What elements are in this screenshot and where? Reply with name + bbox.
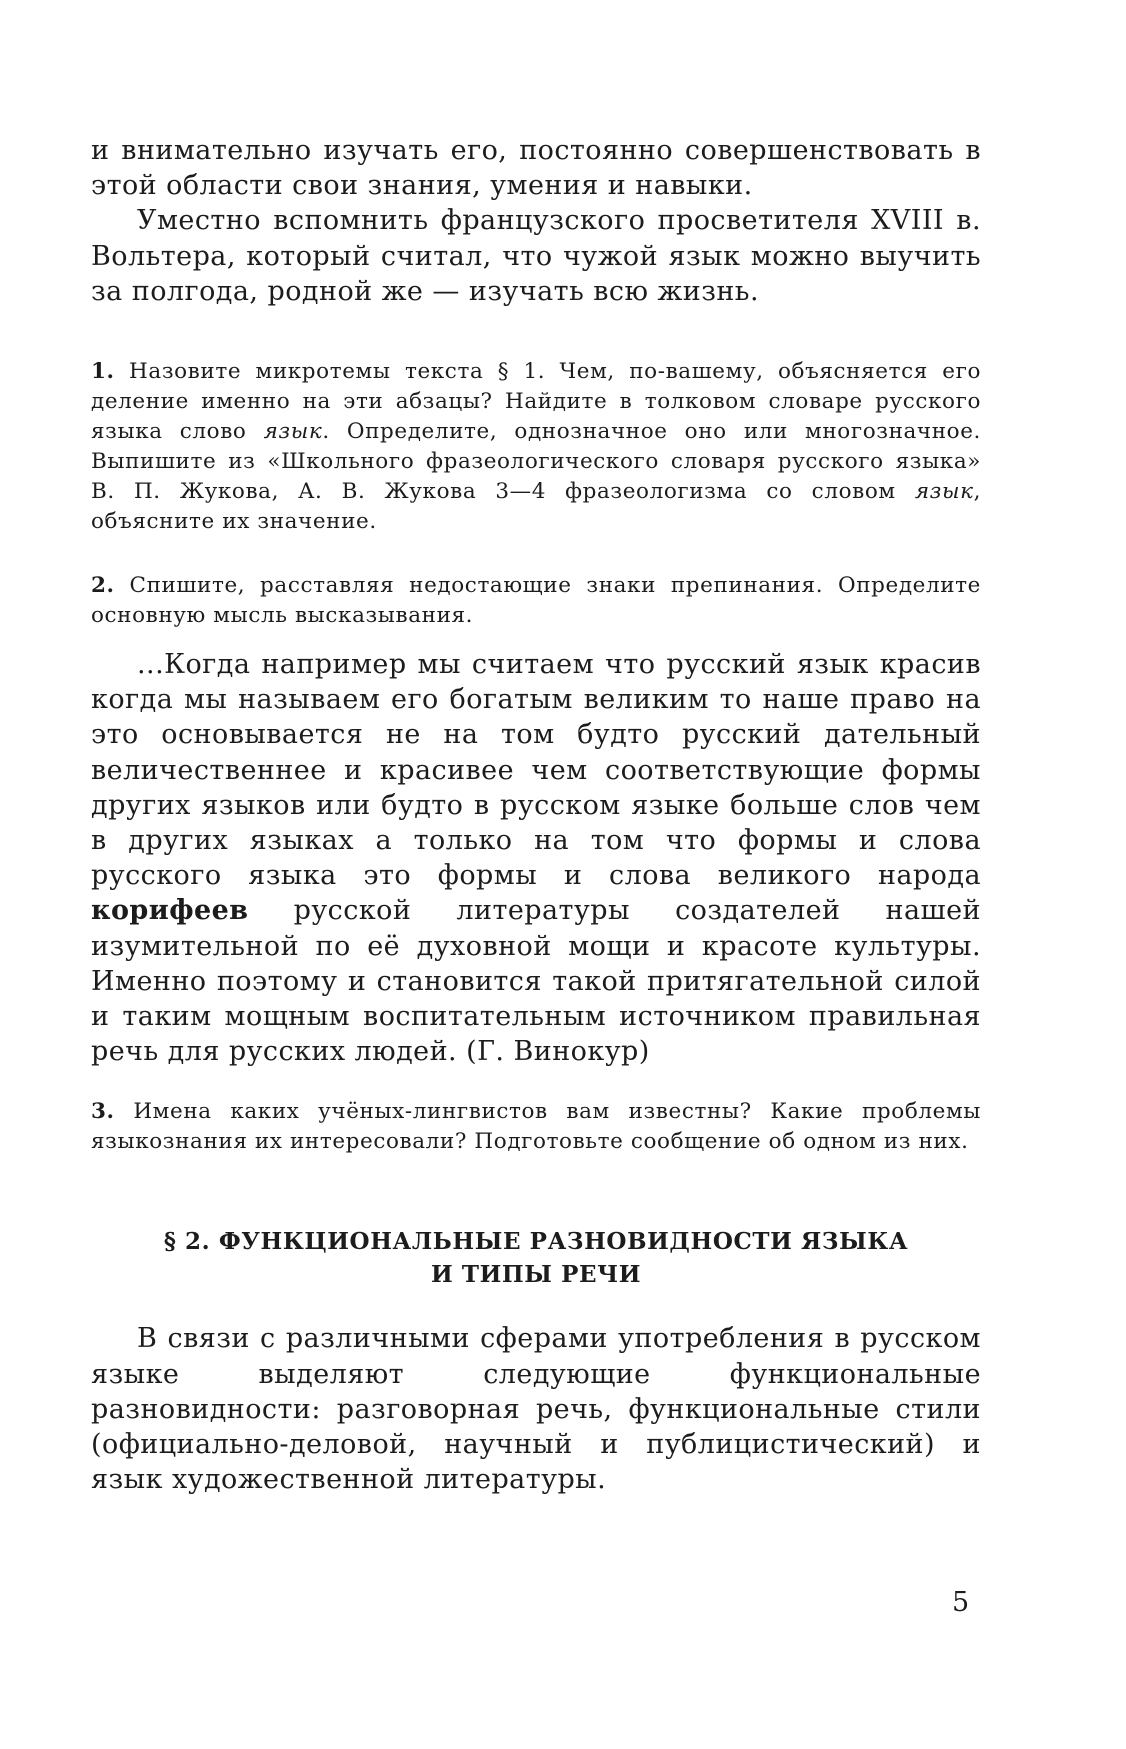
section-heading-line-2: И ТИПЫ РЕЧИ [430, 1261, 642, 1289]
task-3-text: Имена каких учёных-лингвистов вам известны? Какие проблемы языкознания их интересовали? Подготовьте сообщение об одном из них. [91, 1099, 981, 1155]
task-1 [91, 357, 981, 537]
task-1-text-b: . Определите, однозначное оно или многозначное. Выпишите из «Школьного фразеологического словаря русского языка» В. П. Жукова, А. В. Жукова 3—4 фразеологизма со словом [91, 419, 981, 505]
task-1-text-c: , объясните их значение. [91, 479, 981, 535]
quote-text-a: ...Когда например мы считаем что русский язык красив когда мы называем его богатым великим то наше право на это основывается не на том будто русский дательный величественнее и красивее чем соответствующие формы других языков или будто в русском языке больше слов чем в других языках а только на том что формы и слова русского языка это формы и слова великого народа [91, 649, 981, 892]
section-paragraph: В связи с различными сферами употребления в русском языке выделяют следующие функциональные разновидности: разговорная речь, функциональные стили (официально-деловой, научный и публицистический) и язык художественной литературы. [91, 1323, 981, 1496]
task-1-text-a: Назовите микротемы текста § 1. Чем, по-вашему, объясняется его деление именно на эти абзацы? Найдите в толковом словаре русского языка слово [91, 359, 982, 445]
task-3-number: 3. [91, 1099, 115, 1125]
quote-bold-word: корифеев [91, 895, 249, 927]
intro-paragraph-2: Уместно вспомнить французского просветителя XVIII в. Вольтера, который считал, что чужой язык можно выучить за полгода, родной же — изучать всю жизнь. [91, 205, 981, 307]
quote-paragraph [91, 647, 981, 1069]
task-3 [91, 1097, 981, 1157]
quote-text-b: русской литературы создателей нашей изумительной по её духовной мощи и красоте культуры. Именно поэтому и становится такой притягательной силой и таким мощным воспитательным источником правильная речь для русских людей. (Г. Винокур) [91, 895, 981, 1068]
task-1-number: 1. [91, 359, 115, 385]
section-heading [91, 1225, 981, 1291]
intro-paragraph-1: и внимательно изучать его, постоянно совершенствовать в этой области свои знания, умения и навыки. [91, 135, 981, 202]
page-content [91, 133, 981, 1497]
task-1-word-1: язык [263, 419, 323, 445]
page-number: 5 [952, 1587, 970, 1618]
task-2-number: 2. [91, 573, 115, 599]
task-1-word-2: язык [914, 479, 974, 505]
section-heading-line-1: § 2. ФУНКЦИОНАЛЬНЫЕ РАЗНОВИДНОСТИ ЯЗЫКА [163, 1228, 909, 1256]
task-2 [91, 571, 981, 631]
task-2-text: Спишите, расставляя недостающие знаки препинания. Определите основную мысль высказывания. [91, 573, 981, 629]
